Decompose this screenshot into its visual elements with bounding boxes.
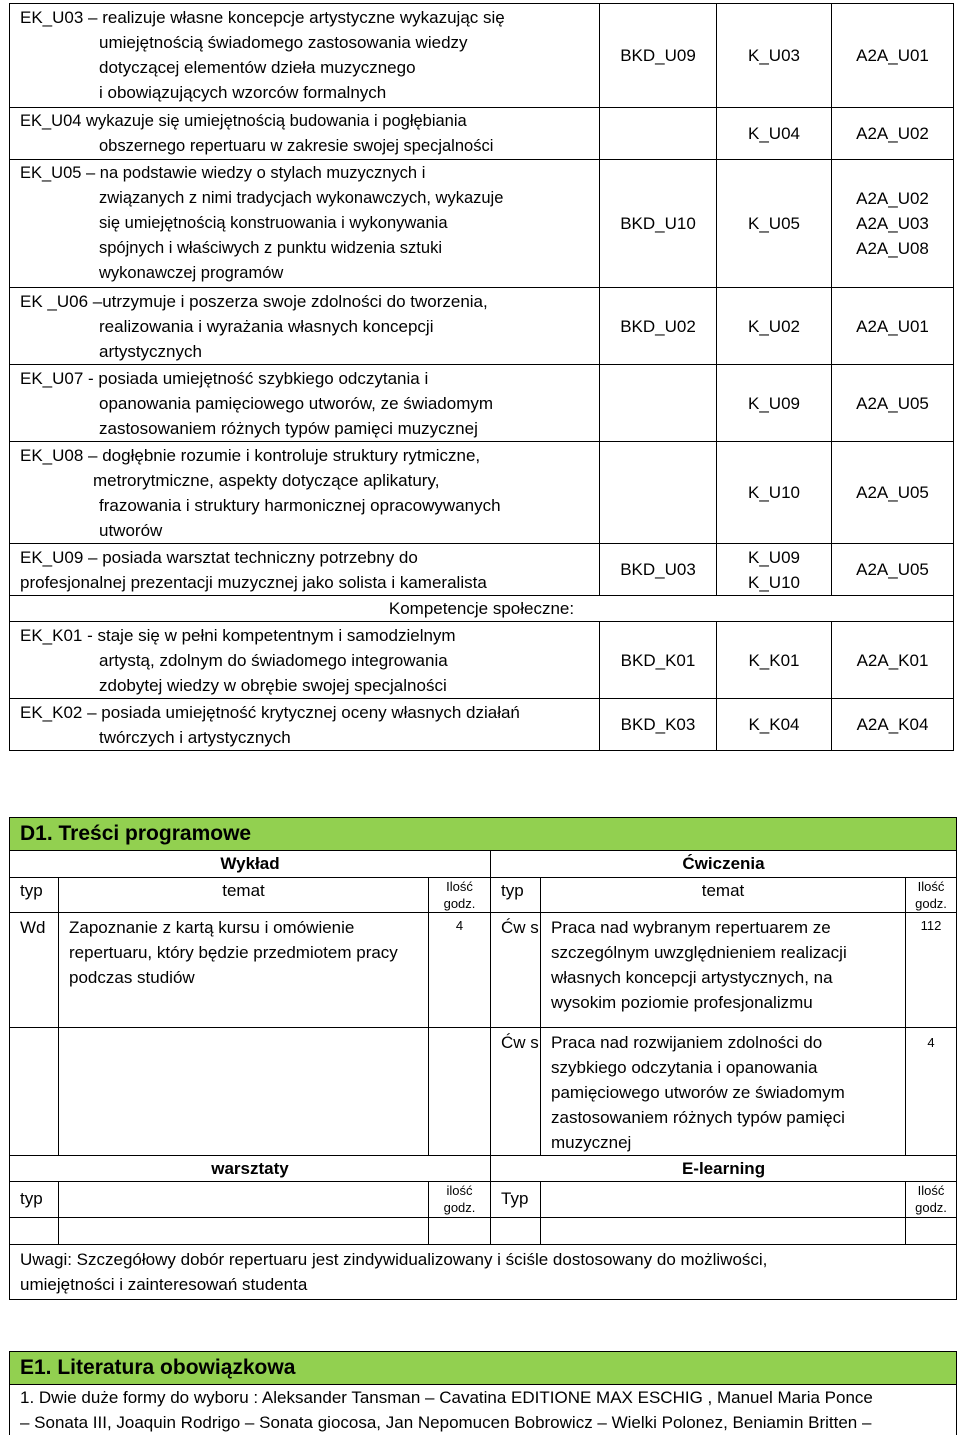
k-code-value: K_K04 <box>717 712 831 737</box>
workshop-empty-hours <box>429 1218 491 1245</box>
a2a-code-value: A2A_U05 <box>832 557 953 582</box>
k-code <box>717 288 832 365</box>
effect-code: BKD_U03 <box>600 544 717 596</box>
k-code <box>717 544 832 596</box>
workshop-col-hours: ilość godz. <box>429 1182 491 1218</box>
outcome-row <box>10 442 954 544</box>
outcome-row <box>10 160 954 288</box>
outcome-row <box>10 288 954 365</box>
k-code-value: K_U02 <box>717 314 831 339</box>
outcome-description <box>10 288 600 365</box>
exercise-row-1-topic: Praca nad wybranym repertuarem ze szczególnym uwzględnieniem realizacji własnych koncepcji artystycznych, na wysokim poziomie profesjonalizmu <box>541 913 906 1028</box>
program-note: Uwagi: Szczegółowy dobór repertuaru jest zindywidualizowany i ściśle dostosowany do możliwości, umiejętności i zainteresowań studenta <box>10 1245 957 1300</box>
lecture-col-topic: temat <box>59 878 429 913</box>
outcome-line: artystą, zdolnym do świadomego integrowania <box>20 648 591 673</box>
a2a-code <box>832 365 954 442</box>
lecture-col-hours: Ilość godz. <box>429 878 491 913</box>
outcome-line: EK_K01 - staje się w pełni kompetentnym i samodzielnym <box>20 623 591 648</box>
outcome-line: twórczych i artystycznych <box>20 725 591 750</box>
workshop-empty-type <box>10 1218 59 1245</box>
outcomes-body <box>10 4 954 751</box>
elearning-col-type: Typ <box>491 1182 541 1218</box>
outcome-line: EK_U03 – realizuje własne koncepcje artystyczne wykazując się <box>20 5 591 30</box>
competences-heading-row <box>10 596 954 622</box>
lecture-empty-type <box>10 1028 59 1156</box>
k-code-value: K_U09 <box>717 545 831 570</box>
effect-code <box>600 365 717 442</box>
effect-code: BKD_K03 <box>600 699 717 751</box>
k-code-value: K_U10 <box>717 480 831 505</box>
learning-outcomes-table <box>9 3 954 751</box>
a2a-code <box>832 160 954 288</box>
literature-table <box>9 1351 957 1435</box>
literature-line-2: – Sonata III, Joaquin Rodrigo – Sonata giocosa, Jan Nepomucen Bobrowicz – Wielki Polonez, Beniamin Britten – <box>20 1410 948 1435</box>
outcome-description <box>10 4 600 108</box>
literature-line-1: 1. Dwie duże formy do wyboru : Aleksander Tansman – Cavatina EDITIONE MAX ESCHIG , Manuel Maria Ponce <box>20 1385 948 1410</box>
outcome-row <box>10 4 954 108</box>
exercise-row-1-type: Ćw s <box>491 913 541 1028</box>
outcome-line: realizowania i wyrażania własnych koncepcji <box>20 314 591 339</box>
effect-code: BKD_U02 <box>600 288 717 365</box>
outcome-line: EK_K02 – posiada umiejętność krytycznej oceny własnych działań <box>20 700 591 725</box>
effect-code: BKD_U09 <box>600 4 717 108</box>
exercise-row-1-hours: 112 <box>906 913 957 1028</box>
a2a-code-value: A2A_U08 <box>832 236 953 261</box>
k-code-value: K_U05 <box>717 211 831 236</box>
a2a-code-value: A2A_U05 <box>832 480 953 505</box>
k-code <box>717 108 832 160</box>
a2a-code <box>832 699 954 751</box>
exercise-row-2-type: Ćw s <box>491 1028 541 1156</box>
a2a-code-value: A2A_U01 <box>832 314 953 339</box>
outcome-line: umiejętnością świadomego zastosowania wiedzy <box>20 30 591 55</box>
outcome-line: zastosowaniem różnych typów pamięci muzycznej <box>20 416 591 441</box>
outcome-row <box>10 622 954 699</box>
a2a-code <box>832 544 954 596</box>
exercise-col-type: typ <box>491 878 541 913</box>
effect-code <box>600 442 717 544</box>
outcome-line: frazowania i struktury harmonicznej opracowywanych <box>20 493 591 518</box>
k-code <box>717 622 832 699</box>
workshop-heading: warsztaty <box>10 1156 491 1182</box>
outcome-line: wykonawczej programów <box>20 261 591 286</box>
outcome-line: zdobytej wiedzy w obrębie swojej specjalności <box>20 673 591 698</box>
k-code-value: K_U03 <box>717 43 831 68</box>
elearning-col-topic <box>541 1182 906 1218</box>
outcome-line: artystycznych <box>20 339 591 364</box>
outcome-line: się umiejętnością konstruowania i wykonywania <box>20 211 591 236</box>
a2a-code-value: A2A_U05 <box>832 391 953 416</box>
outcome-line: profesjonalnej prezentacji muzycznej jako solista i kameralista <box>20 570 591 595</box>
outcome-description <box>10 108 600 160</box>
elearning-empty-hours <box>906 1218 957 1245</box>
a2a-code-value: A2A_U01 <box>832 43 953 68</box>
outcome-line: i obowiązujących wzorców formalnych <box>20 80 591 105</box>
a2a-code <box>832 442 954 544</box>
outcome-line: EK_U08 – dogłębnie rozumie i kontroluje struktury rytmiczne, <box>20 443 591 468</box>
elearning-heading: E-learning <box>491 1156 957 1182</box>
outcome-description <box>10 544 600 596</box>
outcome-line: dotyczącej elementów dzieła muzycznego <box>20 55 591 80</box>
outcome-row <box>10 365 954 442</box>
lecture-row-topic: Zapoznanie z kartą kursu i omówienie repertuaru, który będzie przedmiotem pracy podczas studiów <box>59 913 429 1028</box>
competences-heading: Kompetencje społeczne: <box>10 596 954 622</box>
section-d1-title: D1. Treści programowe <box>10 818 957 851</box>
outcome-line: obszernego repertuaru w zakresie swojej specjalności <box>20 134 591 159</box>
lecture-row-hours: 4 <box>429 913 491 1028</box>
effect-code <box>600 108 717 160</box>
outcome-line: opanowania pamięciowego utworów, ze świadomym <box>20 391 591 416</box>
k-code <box>717 160 832 288</box>
lecture-empty-hours <box>429 1028 491 1156</box>
elearning-col-hours: Ilość godz. <box>906 1182 957 1218</box>
a2a-code-value: A2A_K01 <box>832 648 953 673</box>
outcome-description <box>10 622 600 699</box>
k-code-value: K_U09 <box>717 391 831 416</box>
exercise-heading: Ćwiczenia <box>491 851 957 878</box>
outcome-row <box>10 108 954 160</box>
lecture-col-type: typ <box>10 878 59 913</box>
exercise-row-2-hours: 4 <box>906 1028 957 1156</box>
program-content-table <box>9 817 957 1300</box>
k-code <box>717 699 832 751</box>
a2a-code-value: A2A_U02 <box>832 121 953 146</box>
workshop-col-type: typ <box>10 1182 59 1218</box>
workshop-col-topic <box>59 1182 429 1218</box>
k-code <box>717 442 832 544</box>
workshop-empty-topic <box>59 1218 429 1245</box>
lecture-empty-topic <box>59 1028 429 1156</box>
outcome-description <box>10 442 600 544</box>
outcome-line: utworów <box>20 518 591 543</box>
lecture-heading: Wykład <box>10 851 491 878</box>
outcome-line: związanych z nimi tradycjach wykonawczych, wykazuje <box>20 186 591 211</box>
a2a-code <box>832 108 954 160</box>
a2a-code-value: A2A_U03 <box>832 211 953 236</box>
effect-code: BKD_K01 <box>600 622 717 699</box>
lecture-row-type: Wd <box>10 913 59 1028</box>
outcome-line: EK_U07 - posiada umiejętność szybkiego odczytania i <box>20 366 591 391</box>
a2a-code-value: A2A_U02 <box>832 186 953 211</box>
effect-code: BKD_U10 <box>600 160 717 288</box>
k-code-value: K_U10 <box>717 570 831 595</box>
a2a-code <box>832 4 954 108</box>
outcome-row <box>10 544 954 596</box>
k-code-value: K_K01 <box>717 648 831 673</box>
elearning-empty-topic <box>541 1218 906 1245</box>
section-e1-title: E1. Literatura obowiązkowa <box>10 1352 957 1385</box>
a2a-code <box>832 288 954 365</box>
exercise-row-2-topic: Praca nad rozwijaniem zdolności do szybkiego odczytania i opanowania pamięciowego utworów ze świadomym zastosowaniem różnych typów pamięci muzycznej <box>541 1028 906 1156</box>
outcome-line: spójnych i właściwych z punktu widzenia sztuki <box>20 236 591 261</box>
literature-text <box>10 1385 957 1435</box>
outcome-line: EK_U09 – posiada warsztat techniczny potrzebny do <box>20 545 591 570</box>
outcome-row <box>10 699 954 751</box>
outcome-description <box>10 365 600 442</box>
exercise-col-topic: temat <box>541 878 906 913</box>
outcome-description <box>10 699 600 751</box>
a2a-code-value: A2A_K04 <box>832 712 953 737</box>
exercise-col-hours: Ilość godz. <box>906 878 957 913</box>
elearning-empty-type <box>491 1218 541 1245</box>
k-code-value: K_U04 <box>717 121 831 146</box>
outcome-line: EK _U06 –utrzymuje i poszerza swoje zdolności do tworzenia, <box>20 289 591 314</box>
a2a-code <box>832 622 954 699</box>
outcome-description <box>10 160 600 288</box>
outcome-line: EK_U04 wykazuje się umiejętnością budowania i pogłębiania <box>20 109 591 134</box>
outcome-line: EK_U05 – na podstawie wiedzy o stylach muzycznych i <box>20 161 591 186</box>
k-code <box>717 365 832 442</box>
outcome-line: metrorytmiczne, aspekty dotyczące aplikatury, <box>20 468 591 493</box>
k-code <box>717 4 832 108</box>
